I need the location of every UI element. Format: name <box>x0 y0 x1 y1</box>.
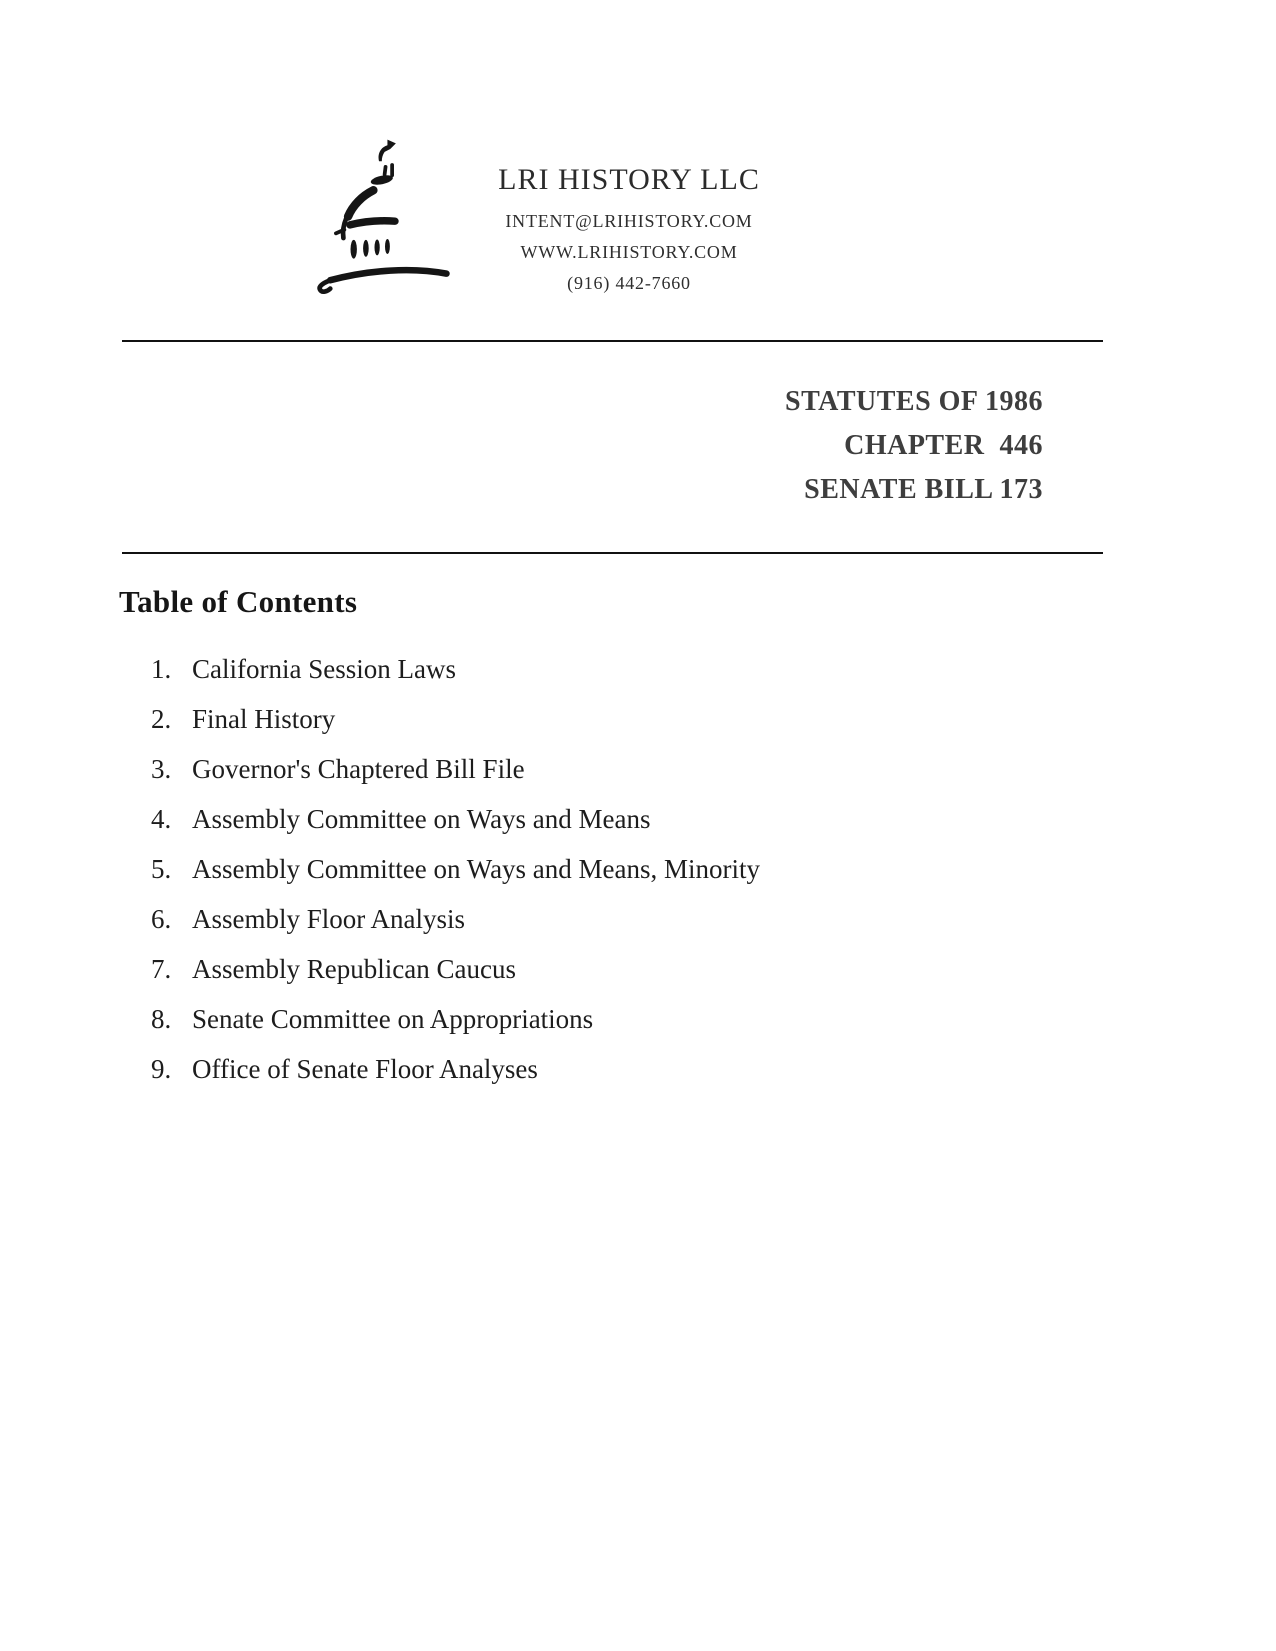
toc-item-label: Senate Committee on Appropriations <box>192 1004 594 1034</box>
toc-item-7 <box>0 944 1276 994</box>
toc-item-6 <box>0 894 1276 944</box>
toc-item-number: 4. <box>151 804 172 834</box>
senate-bill-number: SENATE BILL 173 <box>804 474 1043 505</box>
toc-item-label: Office of Senate Floor Analyses <box>192 1054 538 1084</box>
toc-item-number: 3. <box>151 754 172 784</box>
toc-list <box>0 644 1276 1094</box>
toc-item-label: Assembly Committee on Ways and Means, Minority <box>192 854 761 884</box>
website-text: WWW.LRIHISTORY.COM <box>520 242 738 262</box>
toc-title: Table of Contents <box>119 584 358 619</box>
toc-item-2 <box>0 694 1276 744</box>
capitol-dome-logo-icon <box>290 120 468 298</box>
toc-item-label: Assembly Republican Caucus <box>192 954 516 984</box>
chapter-number: CHAPTER 446 <box>844 430 1043 461</box>
toc-item-9 <box>0 1044 1276 1094</box>
toc-item-number: 9. <box>151 1054 172 1084</box>
statutes-of-year: STATUTES OF 1986 <box>785 386 1043 417</box>
toc-item-3 <box>0 744 1276 794</box>
email-text: INTENT@LRIHISTORY.COM <box>505 211 753 231</box>
toc-item-number: 7. <box>151 954 172 984</box>
toc-item-8 <box>0 994 1276 1044</box>
letterhead <box>468 162 790 299</box>
toc-item-number: 8. <box>151 1004 172 1034</box>
toc-item-1 <box>0 644 1276 694</box>
toc-item-label: Assembly Committee on Ways and Means <box>192 804 651 834</box>
company-name: LRI HISTORY LLC <box>498 163 760 196</box>
contact-block <box>468 206 790 299</box>
toc-item-label: Final History <box>192 704 336 734</box>
phone-text: (916) 442-7660 <box>567 273 691 293</box>
toc-item-label: California Session Laws <box>192 654 456 684</box>
toc-item-number: 6. <box>151 904 172 934</box>
divider-rule-top <box>122 340 1103 342</box>
toc-item-number: 1. <box>151 654 172 684</box>
toc-item-5 <box>0 844 1276 894</box>
statute-reference-block <box>785 380 1043 512</box>
toc-item-number: 2. <box>151 704 172 734</box>
toc-item-label: Governor's Chaptered Bill File <box>192 754 525 784</box>
toc-item-label: Assembly Floor Analysis <box>192 904 466 934</box>
toc-item-number: 5. <box>151 854 172 884</box>
divider-rule-bottom <box>122 552 1103 554</box>
toc-item-4 <box>0 794 1276 844</box>
